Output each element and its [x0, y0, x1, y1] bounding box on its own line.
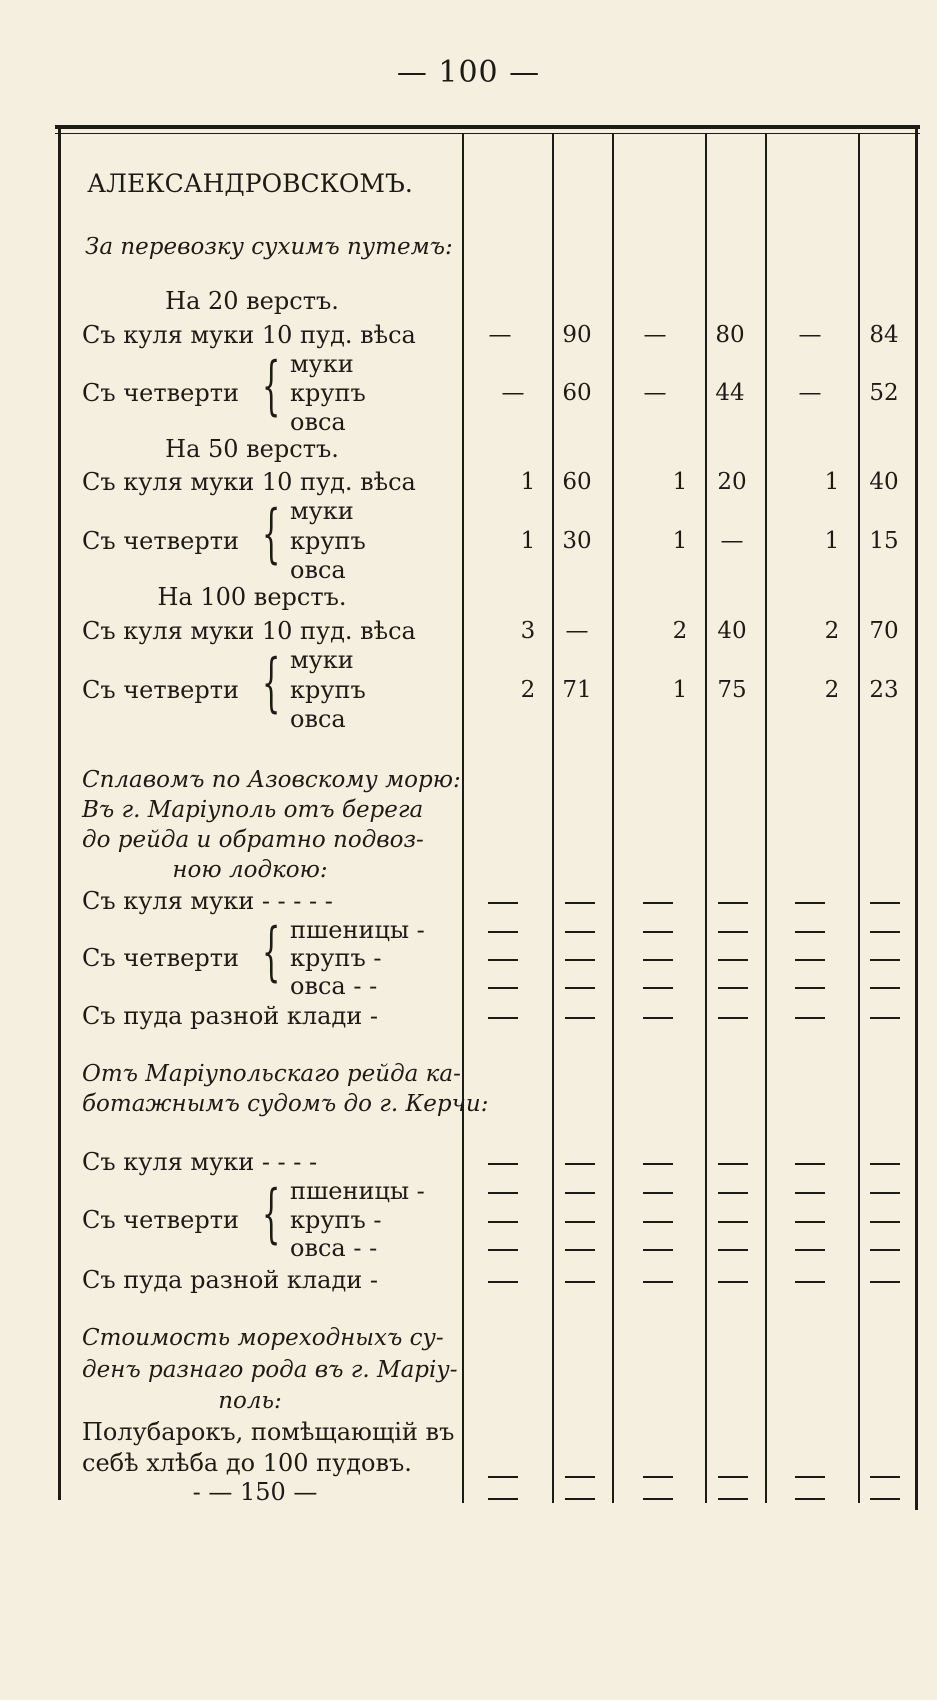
- section-ships-line-1: Стоимость мореходныхъ су-: [82, 1325, 444, 1351]
- sea-freight-label: Съ пуда разной клади -: [82, 1002, 378, 1030]
- section-sea-line-3: до рейда и обратно подвоз-: [82, 827, 424, 853]
- value-cell: —: [501, 380, 525, 406]
- empty-cell-dash: [488, 1281, 518, 1283]
- empty-cell-dash: [795, 902, 825, 904]
- empty-cell-dash: [488, 1192, 518, 1194]
- empty-cell-dash: [643, 931, 673, 933]
- section-sea-line-1: Сплавомъ по Азовскому морю:: [82, 767, 461, 793]
- value-cell: —: [798, 322, 822, 348]
- value-cell: —: [798, 380, 822, 406]
- empty-cell-dash: [643, 1163, 673, 1165]
- empty-cell-dash: [565, 1221, 595, 1223]
- empty-cell-dash: [488, 1163, 518, 1165]
- empty-cell-dash: [870, 902, 900, 904]
- value-cell: 75: [717, 677, 747, 703]
- col-rule-6: [858, 133, 860, 1503]
- empty-cell-dash: [718, 902, 748, 904]
- empty-cell-dash: [643, 1476, 673, 1478]
- empty-cell-dash: [870, 931, 900, 933]
- table-top-rule-thin: [55, 133, 920, 134]
- value-cell: 23: [869, 677, 899, 703]
- empty-cell-dash: [488, 1476, 518, 1478]
- brace-symbol: {: [262, 349, 281, 423]
- empty-cell-dash: [643, 1498, 673, 1500]
- distance-title: На 100 верстъ.: [157, 583, 347, 611]
- empty-cell-dash: [870, 1249, 900, 1251]
- empty-cell-dash: [718, 931, 748, 933]
- value-cell: 84: [869, 322, 899, 348]
- empty-cell-dash: [643, 1281, 673, 1283]
- table-left-rule: [58, 125, 61, 1500]
- value-cell: 30: [562, 528, 592, 554]
- empty-cell-dash: [718, 1476, 748, 1478]
- brace-symbol: {: [262, 497, 281, 571]
- empty-cell-dash: [718, 1163, 748, 1165]
- col-rule-3: [612, 133, 614, 1503]
- sea-flour-label: Съ куля муки - - - - -: [82, 887, 333, 915]
- value-cell: 1: [520, 528, 536, 554]
- empty-cell-dash: [565, 1476, 595, 1478]
- quarter-label: Съ четверти: [82, 379, 239, 407]
- ship-price: - — 150 —: [192, 1478, 318, 1506]
- empty-cell-dash: [795, 987, 825, 989]
- empty-cell-dash: [643, 1249, 673, 1251]
- value-cell: 40: [717, 618, 747, 644]
- value-cell: 1: [824, 528, 840, 554]
- empty-cell-dash: [795, 1281, 825, 1283]
- flour-label: Съ куля муки 10 пуд. вѣса: [82, 617, 416, 645]
- quarter-label: Съ четверти: [82, 676, 239, 704]
- distance-title: На 50 верстъ.: [165, 435, 339, 463]
- good-oats: овса: [290, 556, 346, 584]
- empty-cell-dash: [643, 1017, 673, 1019]
- value-cell: —: [643, 322, 667, 348]
- empty-cell-dash: [488, 1221, 518, 1223]
- empty-cell-dash: [718, 1249, 748, 1251]
- good-wheat: пшеницы -: [290, 1177, 425, 1205]
- empty-cell-dash: [643, 1221, 673, 1223]
- value-cell: 52: [869, 380, 899, 406]
- empty-cell-dash: [488, 931, 518, 933]
- value-cell: 40: [869, 469, 899, 495]
- value-cell: 60: [562, 469, 592, 495]
- section-kerch-line-1: Отъ Маріупольскаго рейда ка-: [82, 1061, 461, 1087]
- empty-cell-dash: [643, 959, 673, 961]
- good-oats: овса: [290, 408, 346, 436]
- empty-cell-dash: [643, 902, 673, 904]
- empty-cell-dash: [565, 959, 595, 961]
- good-oats: овса - -: [290, 972, 378, 1000]
- empty-cell-dash: [488, 902, 518, 904]
- empty-cell-dash: [565, 1192, 595, 1194]
- empty-cell-dash: [870, 1163, 900, 1165]
- good-flour: муки: [290, 497, 354, 525]
- empty-cell-dash: [795, 1476, 825, 1478]
- empty-cell-dash: [870, 1221, 900, 1223]
- value-cell: 3: [520, 618, 536, 644]
- empty-cell-dash: [870, 1498, 900, 1500]
- good-groats: крупъ -: [290, 1206, 382, 1234]
- empty-cell-dash: [488, 959, 518, 961]
- value-cell: —: [565, 618, 589, 644]
- page-number: — 100 —: [396, 55, 541, 90]
- value-cell: 20: [717, 469, 747, 495]
- empty-cell-dash: [565, 1281, 595, 1283]
- empty-cell-dash: [718, 1017, 748, 1019]
- good-oats: овса: [290, 705, 346, 733]
- empty-cell-dash: [565, 1017, 595, 1019]
- value-cell: 1: [672, 469, 688, 495]
- flour-label: Съ куля муки 10 пуд. вѣса: [82, 321, 416, 349]
- empty-cell-dash: [565, 1163, 595, 1165]
- kerch-freight-label: Съ пуда разной клади -: [82, 1266, 378, 1294]
- empty-cell-dash: [870, 987, 900, 989]
- empty-cell-dash: [565, 902, 595, 904]
- value-cell: —: [720, 528, 744, 554]
- kerch-quarter-label: Съ четверти: [82, 1206, 239, 1234]
- empty-cell-dash: [870, 1476, 900, 1478]
- good-flour: муки: [290, 646, 354, 674]
- value-cell: 71: [562, 677, 592, 703]
- value-cell: 90: [562, 322, 592, 348]
- empty-cell-dash: [795, 1221, 825, 1223]
- empty-cell-dash: [643, 1192, 673, 1194]
- ship-text-line-1: Полубарокъ, помѣщающій въ: [82, 1418, 455, 1446]
- empty-cell-dash: [718, 1221, 748, 1223]
- value-cell: 1: [520, 469, 536, 495]
- value-cell: 2: [520, 677, 536, 703]
- value-cell: 2: [824, 677, 840, 703]
- good-groats: крупъ: [290, 379, 366, 407]
- col-rule-2: [552, 133, 554, 1503]
- ship-text-line-2: себѣ хлѣба до 100 пудовъ.: [82, 1449, 412, 1477]
- empty-cell-dash: [718, 987, 748, 989]
- empty-cell-dash: [643, 987, 673, 989]
- table-right-rule: [915, 125, 918, 1510]
- value-cell: 2: [824, 618, 840, 644]
- empty-cell-dash: [795, 1192, 825, 1194]
- heading: АЛЕКСАНДРОВСКОМЪ.: [87, 169, 413, 198]
- empty-cell-dash: [718, 1498, 748, 1500]
- col-rule-1: [462, 133, 464, 1503]
- good-groats: крупъ -: [290, 944, 382, 972]
- empty-cell-dash: [870, 1192, 900, 1194]
- good-groats: крупъ: [290, 676, 366, 704]
- section-ships-line-3: поль:: [218, 1388, 282, 1414]
- value-cell: 70: [869, 618, 899, 644]
- empty-cell-dash: [565, 1498, 595, 1500]
- section-sea-line-4: ною лодкою:: [172, 857, 328, 883]
- good-flour: муки: [290, 350, 354, 378]
- table-top-rule: [55, 125, 920, 129]
- empty-cell-dash: [795, 1163, 825, 1165]
- empty-cell-dash: [795, 1249, 825, 1251]
- empty-cell-dash: [795, 959, 825, 961]
- section-dry-transport: За перевозку сухимъ путемъ:: [85, 234, 453, 260]
- value-cell: 1: [672, 528, 688, 554]
- flour-label: Съ куля муки 10 пуд. вѣса: [82, 468, 416, 496]
- good-oats: овса - -: [290, 1234, 378, 1262]
- empty-cell-dash: [565, 931, 595, 933]
- empty-cell-dash: [795, 1498, 825, 1500]
- kerch-flour-label: Съ куля муки - - - -: [82, 1148, 318, 1176]
- value-cell: 2: [672, 618, 688, 644]
- section-ships-line-2: денъ разнаго рода въ г. Маріу-: [82, 1357, 458, 1383]
- brace-symbol: {: [262, 646, 281, 720]
- col-rule-4: [705, 133, 707, 1503]
- col-rule-5: [765, 133, 767, 1503]
- empty-cell-dash: [795, 931, 825, 933]
- value-cell: —: [643, 380, 667, 406]
- sea-quarter-label: Съ четверти: [82, 944, 239, 972]
- empty-cell-dash: [870, 1281, 900, 1283]
- value-cell: 15: [869, 528, 899, 554]
- empty-cell-dash: [488, 1017, 518, 1019]
- value-cell: 1: [672, 677, 688, 703]
- empty-cell-dash: [565, 987, 595, 989]
- good-wheat: пшеницы -: [290, 916, 425, 944]
- empty-cell-dash: [870, 1017, 900, 1019]
- empty-cell-dash: [488, 1249, 518, 1251]
- value-cell: 1: [824, 469, 840, 495]
- empty-cell-dash: [870, 959, 900, 961]
- distance-title: На 20 верстъ.: [165, 287, 339, 315]
- empty-cell-dash: [795, 1017, 825, 1019]
- empty-cell-dash: [565, 1249, 595, 1251]
- good-groats: крупъ: [290, 527, 366, 555]
- empty-cell-dash: [488, 1498, 518, 1500]
- value-cell: 44: [715, 380, 745, 406]
- section-sea-line-2: Въ г. Маріуполь отъ берега: [82, 797, 424, 823]
- quarter-label: Съ четверти: [82, 527, 239, 555]
- empty-cell-dash: [718, 1281, 748, 1283]
- value-cell: 60: [562, 380, 592, 406]
- empty-cell-dash: [718, 959, 748, 961]
- section-kerch-line-2: ботажнымъ судомъ до г. Керчи:: [82, 1091, 489, 1117]
- empty-cell-dash: [718, 1192, 748, 1194]
- value-cell: —: [488, 322, 512, 348]
- brace-symbol: {: [262, 1177, 281, 1251]
- value-cell: 80: [715, 322, 745, 348]
- empty-cell-dash: [488, 987, 518, 989]
- brace-symbol: {: [262, 915, 281, 989]
